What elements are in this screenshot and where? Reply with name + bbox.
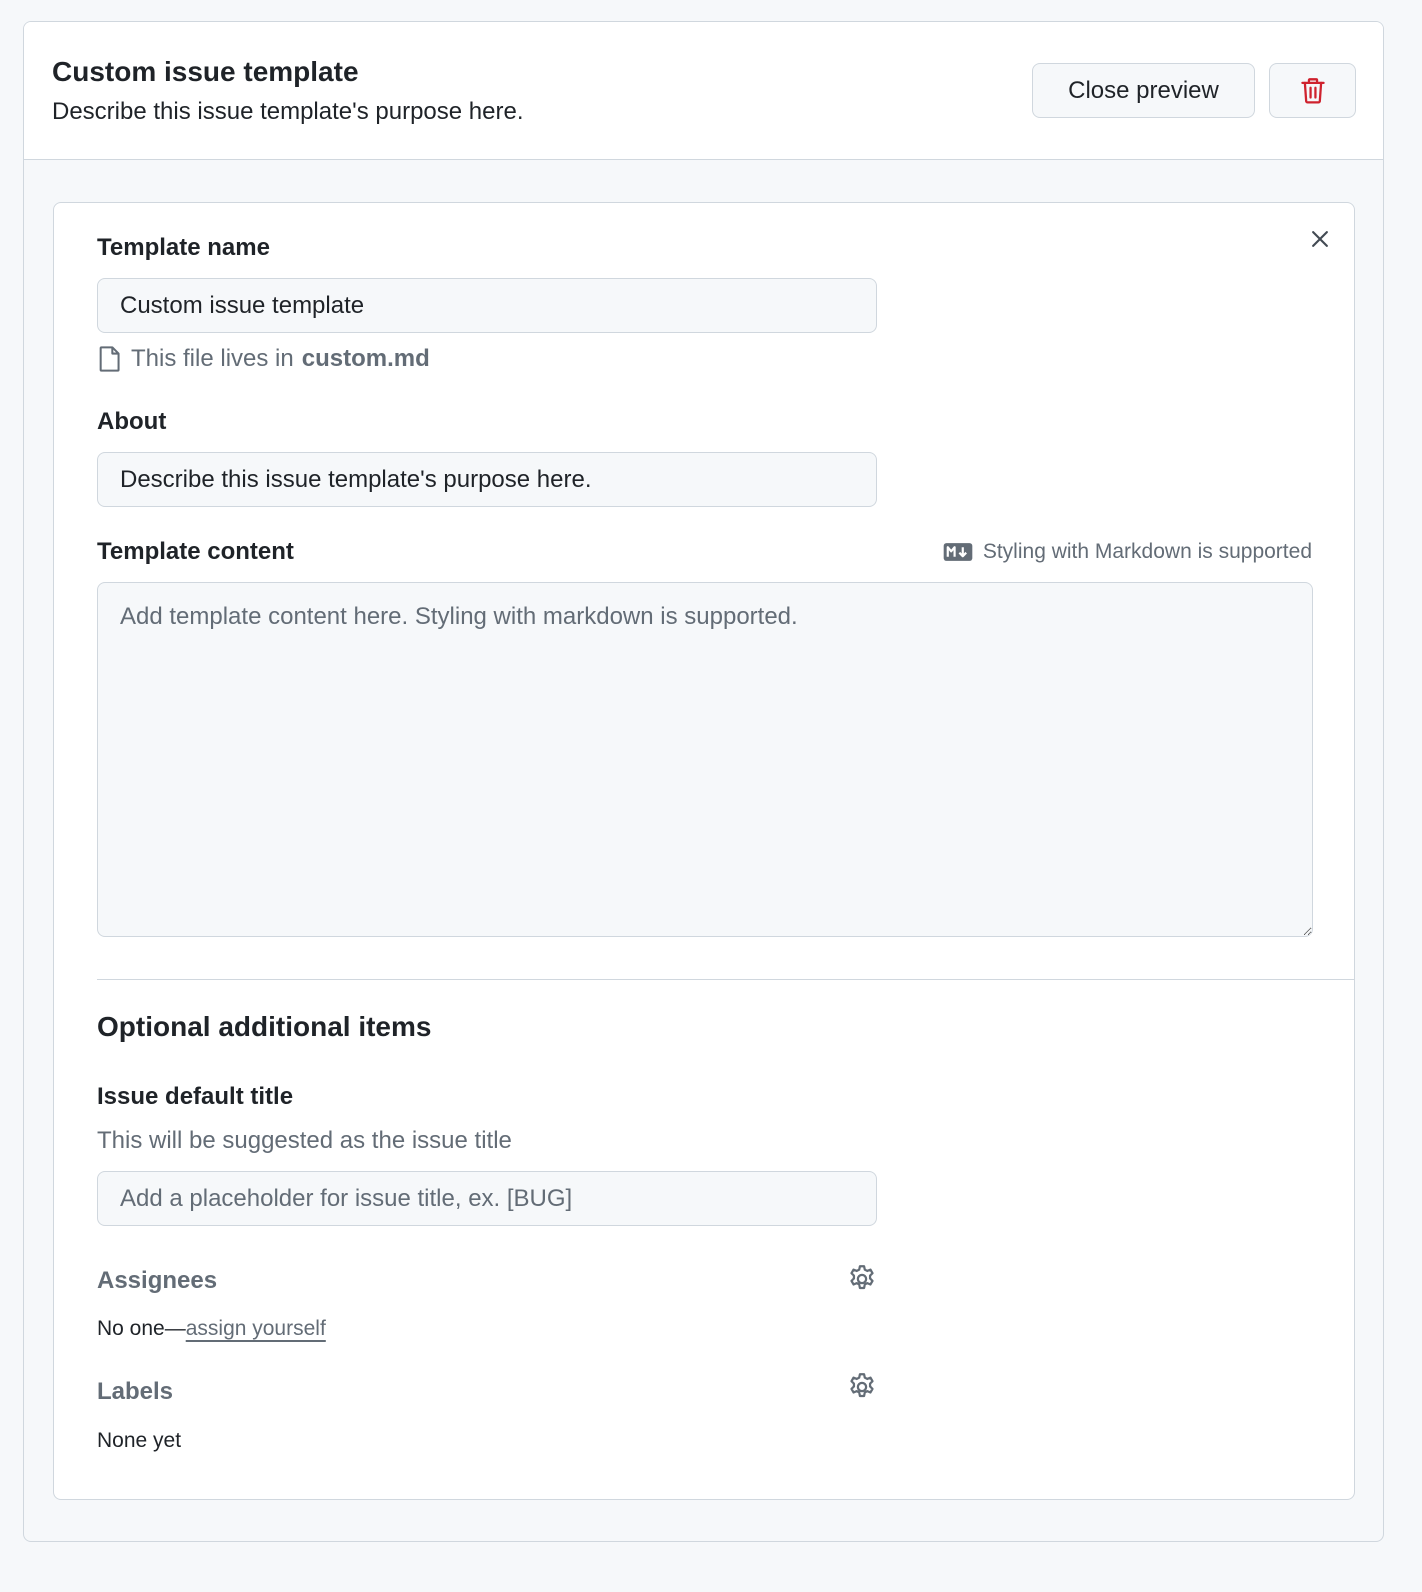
- issue-title-input[interactable]: [97, 1171, 877, 1226]
- template-name-input[interactable]: [97, 278, 877, 333]
- template-content-label: Template content: [97, 538, 294, 565]
- template-header: [24, 22, 1383, 160]
- close-preview-button[interactable]: Close preview: [1032, 63, 1255, 118]
- gear-icon[interactable]: [846, 1263, 878, 1295]
- template-title: Custom issue template: [52, 56, 359, 87]
- gear-icon[interactable]: [846, 1371, 878, 1403]
- file-icon: [97, 345, 123, 373]
- markdown-note-text: Styling with Markdown is supported: [982, 540, 1312, 563]
- markdown-icon: [943, 542, 973, 562]
- template-name-label: Template name: [97, 234, 270, 261]
- section-divider: [97, 979, 1354, 980]
- template-content-textarea[interactable]: [97, 582, 1313, 937]
- assignees-label: Assignees: [97, 1267, 218, 1294]
- labels-label: Labels: [97, 1378, 174, 1405]
- file-name: custom.md: [301, 345, 430, 372]
- assignees-empty-text: No one—: [97, 1317, 186, 1340]
- template-panel: [23, 21, 1384, 1542]
- assign-yourself-link[interactable]: assign yourself: [185, 1317, 326, 1340]
- optional-items-heading: Optional additional items: [97, 1011, 432, 1042]
- trash-icon: [1300, 77, 1326, 105]
- labels-value: None yet: [97, 1429, 182, 1452]
- template-editor-card: [53, 202, 1355, 1500]
- markdown-support-note: [943, 537, 1312, 567]
- file-location-note: [97, 343, 430, 375]
- about-input[interactable]: [97, 452, 877, 507]
- issue-title-hint: This will be suggested as the issue title: [97, 1127, 512, 1154]
- template-description: Describe this issue template's purpose here.: [52, 98, 524, 125]
- issue-title-label: Issue default title: [97, 1083, 294, 1110]
- assignees-value: [97, 1317, 326, 1341]
- file-note-text: This file lives in: [131, 345, 294, 372]
- delete-template-button[interactable]: [1269, 63, 1356, 118]
- about-label: About: [97, 408, 167, 435]
- close-icon[interactable]: [1304, 223, 1336, 255]
